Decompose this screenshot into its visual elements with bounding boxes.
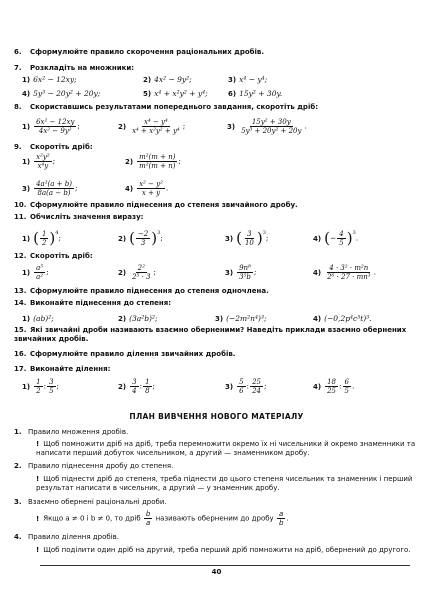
fraction: $\frac{\text{4 · 3² · m²n}}{\text{2⁶ · 27 · mn³}}$: [327, 264, 371, 281]
fraction: $\frac{a}{b}$: [278, 510, 284, 527]
fraction: $\frac{6}{5}$: [344, 378, 349, 395]
question-10: 10. Сформулюйте правило піднесення до степеня звичайного дробу.: [14, 201, 298, 209]
fraction: $\frac{\text{2²}}{\text{2⁵ · 3}}$: [132, 264, 151, 281]
footer-divider: [40, 565, 410, 566]
q7-item-2: 2) 4x² − 9y²;: [143, 75, 192, 84]
plan-item-3-title: 3. Взаємно обернені раціональні дроби.: [14, 498, 167, 506]
fraction: $\frac{1}{2}$: [41, 230, 47, 247]
question-11: 11. Обчисліть значення виразу:: [14, 213, 144, 221]
q17-item-3: 3) $\frac{5}{6}$ : $\frac{25}{24}$ ;: [225, 378, 267, 395]
plan-item-2-note: ! Щоб піднести дріб до степеня, треба піднести до цього степеня чисельник та знаменник і перший результат написати в чисельник, а другий — у знаменник дробу.: [36, 475, 413, 492]
section-heading: ПЛАН ВИВЧЕННЯ НОВОГО МАТЕРІАЛУ: [129, 412, 304, 421]
question-12: 12. Скоротіть дріб:: [14, 252, 93, 260]
plan-item-4-note: ! Щоб поділити один дріб на другий, треба перший дріб помножити на дріб, обернений до другого.: [36, 546, 411, 554]
question-13: 13. Сформулюйте правило піднесення до степеня одночлена.: [14, 287, 269, 295]
fraction: $\frac{3}{10}$: [244, 230, 254, 247]
plan-item-3-note: ! Якщо a ≠ 0 і b ≠ 0, то дріб $\frac{b}{a}$ називають оберненим до дробу $\frac{a}{b}$ .: [36, 510, 289, 527]
fraction: $\frac{1}{2}$: [36, 378, 41, 395]
question-16: 16. Сформулюйте правило ділення звичайних дробів.: [14, 350, 236, 358]
fraction: $\frac{-2}{3}$: [137, 230, 149, 247]
plan-item-1-note: ! Щоб помножити дріб на дріб, треба перемножити окремо їх ні чисельники й окремо знаменники та написати перший добуток чисельником, а другий — знаменником дробу.: [36, 440, 416, 457]
q11-item-1: 1) ( $\frac{1}{2}$ )$^4$;: [22, 229, 61, 247]
fraction: $\frac{\text{6x² − 12xy}}{\text{4x² − 9y²}}$: [36, 118, 75, 135]
q14-item-4: 4) (−0,2p⁴c⁵t)³.: [313, 314, 372, 323]
fraction: $\frac{\text{a⁵}}{\text{a²}}$: [36, 264, 44, 281]
q11-item-2: 2) ( $\frac{-2}{3}$ )$^3$;: [118, 229, 163, 247]
fraction: $\frac{4}{5}$: [339, 230, 344, 247]
question-14: 14. Виконайте піднесення до степеня:: [14, 299, 172, 307]
fraction: $\frac{25}{24}$: [252, 378, 261, 395]
q7-item-1: 1) 6x² − 12xy;: [22, 75, 77, 84]
q9-item-2: 2) $\frac{\text{m²(m + n)}}{\text{m²(m + n)}}$ ;: [125, 153, 181, 170]
plan-item-1-title: 1. Правило множення дробів.: [14, 428, 129, 436]
fraction: $\frac{\text{15y² + 30y}}{\text{5y³ + 20y² + 20y}}$: [241, 118, 302, 135]
question-6: 6. Сформулюйте правило скорочення раціональних дробів.: [14, 48, 265, 56]
exclamation-icon: !: [36, 546, 40, 554]
exclamation-icon: !: [36, 475, 40, 483]
q17-item-4: 4) $\frac{18}{25}$ : $\frac{6}{5}$ .: [313, 378, 355, 395]
q17-item-1: 1) $\frac{1}{2}$ : $\frac{3}{5}$ ;: [22, 378, 60, 395]
fraction: $\frac{\text{m²(m + n)}}{\text{m²(m + n)}}$: [139, 153, 176, 170]
q12-item-2: 2) $\frac{\text{2²}}{\text{2⁵ · 3}}$ ;: [118, 264, 156, 281]
q9-item-1: 1) $\frac{\text{x²y²}}{\text{x⁴y}}$ ;: [22, 153, 56, 170]
q7-item-6: 6) 15y² + 30y.: [228, 89, 283, 98]
q12-item-3: 3) $\frac{\text{9n⁸}}{\text{3⁵b}}$ ;: [225, 264, 257, 281]
exclamation-icon: !: [36, 514, 40, 523]
q8-item-2: 2) $\frac{\text{x⁴ − y⁴}}{\text{x⁴ + x²y² + y⁴}}$ ;: [118, 118, 186, 135]
plan-item-2-title: 2. Правило піднесення дробу до степеня.: [14, 462, 174, 470]
fraction: $\frac{\text{x⁴ − y⁴}}{\text{x⁴ + x²y² + y⁴}}$: [132, 118, 180, 135]
fraction: $\frac{b}{a}$: [145, 510, 151, 527]
fraction: $\frac{3}{5}$: [49, 378, 54, 395]
q12-item-4: 4) $\frac{\text{4 · 3² · m²n}}{\text{2⁶ · 27 · mn³}}$ .: [313, 264, 376, 281]
question-9: 9. Скоротіть дріб:: [14, 143, 93, 151]
question-15: 15. Які звичайні дроби називають взаємно оберненими? Наведіть приклади взаємно обернених звичайних дробів.: [14, 326, 407, 343]
question-8: 8. Скориставшись результатами попереднього завдання, скоротіть дріб:: [14, 103, 319, 111]
q12-item-1: 1) $\frac{\text{a⁵}}{\text{a²}}$ ;: [22, 264, 49, 281]
q11-item-4: 4) (− $\frac{4}{5}$ )$^3$.: [313, 229, 359, 247]
exclamation-icon: !: [36, 440, 40, 448]
plan-item-4-title: 4. Правило ділення дробів.: [14, 533, 119, 541]
fraction: $\frac{18}{25}$: [327, 378, 336, 395]
q8-item-1: 1) $\frac{\text{6x² − 12xy}}{\text{4x² − 9y²}}$ ;: [22, 118, 80, 135]
q14-item-2: 2) (3a²b)²;: [118, 314, 158, 323]
fraction: $\frac{1}{8}$: [145, 378, 150, 395]
fraction: $\frac{\text{x² − y²}}{x + y}$: [139, 180, 163, 197]
q7-item-3: 3) x⁴ − y⁴;: [228, 75, 268, 84]
fraction: $\frac{\text{4a²(a + b)}}{8a(a - b)}$: [36, 180, 72, 197]
question-17: 17. Виконайте ділення:: [14, 365, 111, 373]
q8-item-3: 3) $\frac{\text{15y² + 30y}}{\text{5y³ + 20y² + 20y}}$ .: [227, 118, 307, 135]
q14-item-1: 1) (ab)²;: [22, 314, 54, 323]
question-7: 7. Розкладіть на множники:: [14, 64, 135, 72]
fraction: $\frac{\text{9n⁸}}{\text{3⁵b}}$: [239, 264, 251, 281]
q14-item-3: 3) (−2m²n⁴)³;: [215, 314, 267, 323]
q9-item-4: 4) $\frac{\text{x² − y²}}{x + y}$ .: [125, 180, 169, 197]
q11-item-3: 3) ( $\frac{3}{10}$ )$^3$;: [225, 229, 269, 247]
q9-item-3: 3) $\frac{\text{4a²(a + b)}}{8a(a - b)}$ ;: [22, 180, 78, 197]
page-number: 40: [211, 568, 222, 576]
fraction: $\frac{\text{x²y²}}{\text{x⁴y}}$: [36, 153, 50, 170]
q7-item-5: 5) x⁴ + x²y² + y⁴;: [143, 89, 208, 98]
q7-item-4: 4) 5y³ − 20y² + 20y;: [22, 89, 101, 98]
fraction: $\frac{3}{4}$: [132, 378, 137, 395]
fraction: $\frac{5}{6}$: [239, 378, 244, 395]
q17-item-2: 2) $\frac{3}{4}$ : $\frac{1}{8}$ ;: [118, 378, 156, 395]
